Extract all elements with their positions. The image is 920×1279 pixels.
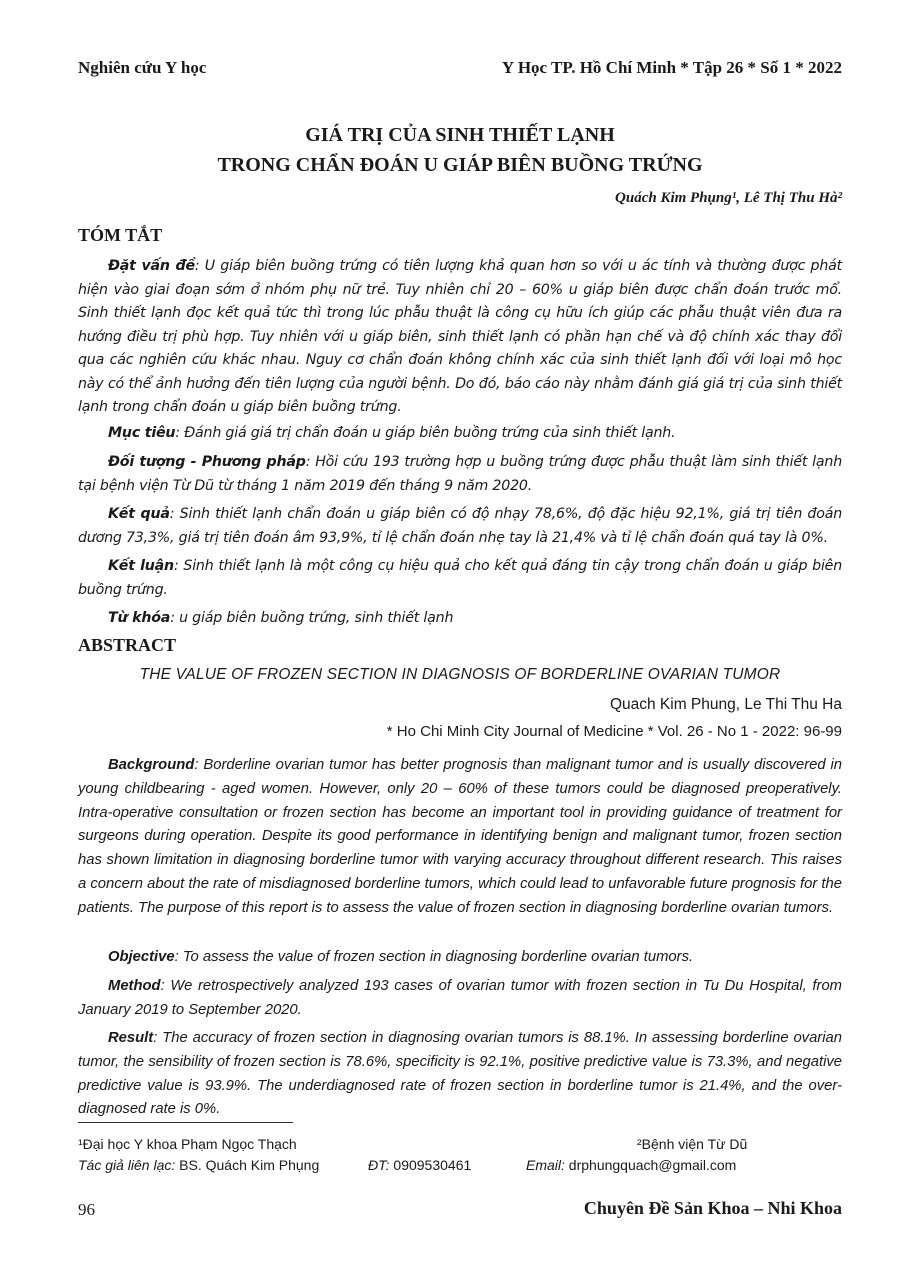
footnote-phone bbox=[368, 1157, 471, 1173]
dat-van-de-paragraph bbox=[78, 255, 842, 420]
muc-tieu-text: : Đánh giá giá trị chẩn đoán u giáp biên buồng trứng của sinh thiết lạnh. bbox=[175, 425, 676, 441]
method-paragraph bbox=[78, 975, 842, 1023]
tu-khoa-paragraph bbox=[78, 607, 842, 631]
title-line-1: GIÁ TRỊ CỦA SINH THIẾT LẠNH bbox=[305, 124, 615, 146]
doi-tuong-label: Đối tượng - Phương pháp bbox=[108, 454, 306, 470]
dat-van-de-label: Đặt vấn đề bbox=[108, 258, 195, 274]
paper-title bbox=[78, 120, 842, 180]
footer-section: Chuyên Đề Sản Khoa – Nhi Khoa bbox=[583, 1198, 842, 1218]
tu-khoa-text: : u giáp biên buồng trứng, sinh thiết lạnh bbox=[170, 610, 454, 626]
background-text: : Borderline ovarian tumor has better prognosis than malignant tumor and is usually discovered in young childbearing - aged women. However, only 20 – 60% of these tumors could be diagnosed preoperatively. Intra-operative consultation or frozen section has become an important tool in providing guidance of treatment for surgeons during operation. Despite its good performance in identifying benign and malignant tumor, frozen section has shown limitation in diagnosing borderline tumor with varying accuracy throughout different research. This raises a concern about the rate of misdiagnosed borderline tumors, which could lead to unfavorable future prognosis for the patients. The purpose of this report is to assess the value of frozen section in diagnosing borderline ovarian tumors. bbox=[78, 757, 842, 916]
ket-luan-paragraph bbox=[78, 555, 842, 602]
contact-name: BS. Quách Kim Phụng bbox=[175, 1157, 320, 1173]
contact-label: Tác giả liên lạc: bbox=[78, 1157, 176, 1173]
abstract-authors: Quach Kim Phung, Le Thi Thu Ha bbox=[609, 696, 842, 713]
title-line-2: TRONG CHẨN ĐOÁN U GIÁP BIÊN BUỒNG TRỨNG bbox=[217, 154, 703, 176]
abstract-heading: ABSTRACT bbox=[78, 635, 177, 655]
muc-tieu-paragraph bbox=[78, 422, 842, 446]
method-label: Method bbox=[108, 978, 161, 994]
result-label: Result bbox=[108, 1030, 154, 1046]
header-journal: Y Học TP. Hồ Chí Minh * Tập 26 * Số 1 * 2022 bbox=[501, 58, 842, 77]
phone-label: ĐT: bbox=[368, 1157, 390, 1173]
email-value: drphungquach@gmail.com bbox=[564, 1157, 737, 1173]
ket-qua-paragraph bbox=[78, 503, 842, 550]
background-label: Background bbox=[108, 757, 195, 773]
page-number: 96 bbox=[78, 1200, 95, 1219]
dat-van-de-text: : U giáp biên buồng trứng có tiên lượng khả quan hơn so với u ác tính và thường được phát hiện vào giai đoạn sớm ở nhóm phụ nữ trẻ. Tuy nhiên chỉ 20 – 60% u giáp biên được chẩn đoán trước mổ. Sinh thiết lạnh đọc kết quả tức thì trong lúc phẫu thuật là công cụ hữu ích giúp các phẫu thuật viên đưa ra hướng điều trị phù hợp. Tuy nhiên với u giáp biên, sinh thiết lạnh có phần hạn chế và độ chính xác thay đổi qua các nghiên cứu khác nhau. Nguy cơ chẩn đoán không chính xác của sinh thiết lạnh đối với loại mô học này có thể ảnh hưởng đến tiên lượng của người bệnh. Do đó, báo cáo này nhằm đánh giá giá trị của sinh thiết lạnh trong chẩn đoán u giáp biên buồng trứng. bbox=[78, 258, 842, 415]
footnote-email bbox=[526, 1157, 736, 1173]
background-paragraph bbox=[78, 754, 842, 921]
objective-paragraph bbox=[78, 946, 842, 970]
running-header bbox=[78, 58, 842, 82]
objective-text: : To assess the value of frozen section in diagnosing borderline ovarian tumors. bbox=[174, 949, 694, 965]
tom-tat-heading: TÓM TẮT bbox=[78, 225, 163, 245]
email-label: Email: bbox=[526, 1157, 565, 1173]
doi-tuong-paragraph bbox=[78, 451, 842, 498]
footnote-contact bbox=[78, 1157, 319, 1173]
muc-tieu-label: Mục tiêu bbox=[108, 425, 176, 441]
abstract-citation: * Ho Chi Minh City Journal of Medicine * Vol. 26 - No 1 - 2022: 96-99 bbox=[386, 723, 842, 740]
result-paragraph bbox=[78, 1027, 842, 1122]
footnote-affiliation-2: ²Bệnh viện Từ Dũ bbox=[637, 1136, 748, 1152]
footnote-affiliation-1: ¹Đại học Y khoa Phạm Ngọc Thạch bbox=[78, 1136, 297, 1152]
ket-qua-label: Kết quả bbox=[108, 506, 170, 522]
footnote-rule bbox=[78, 1122, 293, 1123]
ket-luan-label: Kết luận bbox=[108, 558, 174, 574]
ket-luan-text: : Sinh thiết lạnh là một công cụ hiệu quả cho kết quả đáng tin cậy trong chẩn đoán u giáp biên buồng trứng. bbox=[78, 558, 843, 598]
abstract-title: THE VALUE OF FROZEN SECTION IN DIAGNOSIS OF BORDERLINE OVARIAN TUMOR bbox=[139, 666, 781, 683]
objective-label: Objective bbox=[108, 949, 175, 965]
phone-value: 0909530461 bbox=[389, 1157, 472, 1173]
header-section: Nghiên cứu Y học bbox=[78, 58, 207, 77]
authors-vi: Quách Kim Phụng¹, Lê Thị Thu Hà² bbox=[615, 190, 842, 206]
tu-khoa-label: Từ khóa bbox=[108, 610, 171, 626]
method-text: : We retrospectively analyzed 193 cases of ovarian tumor with frozen section in Tu Du Hospital, from January 2019 to September 2020. bbox=[78, 978, 842, 1018]
doi-tuong-text: : Hồi cứu 193 trường hợp u buồng trứng được phẫu thuật làm sinh thiết lạnh tại bệnh viện Từ Dũ từ tháng 1 năm 2019 đến tháng 9 năm 2020. bbox=[78, 454, 842, 494]
result-text: : The accuracy of frozen section in diagnosing ovarian tumors is 88.1%. In assessing borderline ovarian tumor, the sensibility of frozen section is 78.6%, specificity is 92.1%, positive predictive value is 73.3%, and negative predictive value is 93.9%. The underdiagnosed rate of frozen section in borderline tumor is 21.4%, and the over-diagnosed rate is 0%. bbox=[78, 1030, 842, 1118]
ket-qua-text: : Sinh thiết lạnh chẩn đoán u giáp biên có độ nhạy 78,6%, độ đặc hiệu 92,1%, giá trị tiên đoán dương 73,3%, giá trị tiên đoán âm 93,9%, tỉ lệ chẩn đoán nhẹ tay là 21,4% và tỉ lệ chẩn đoán quá tay là 0%. bbox=[78, 506, 842, 546]
